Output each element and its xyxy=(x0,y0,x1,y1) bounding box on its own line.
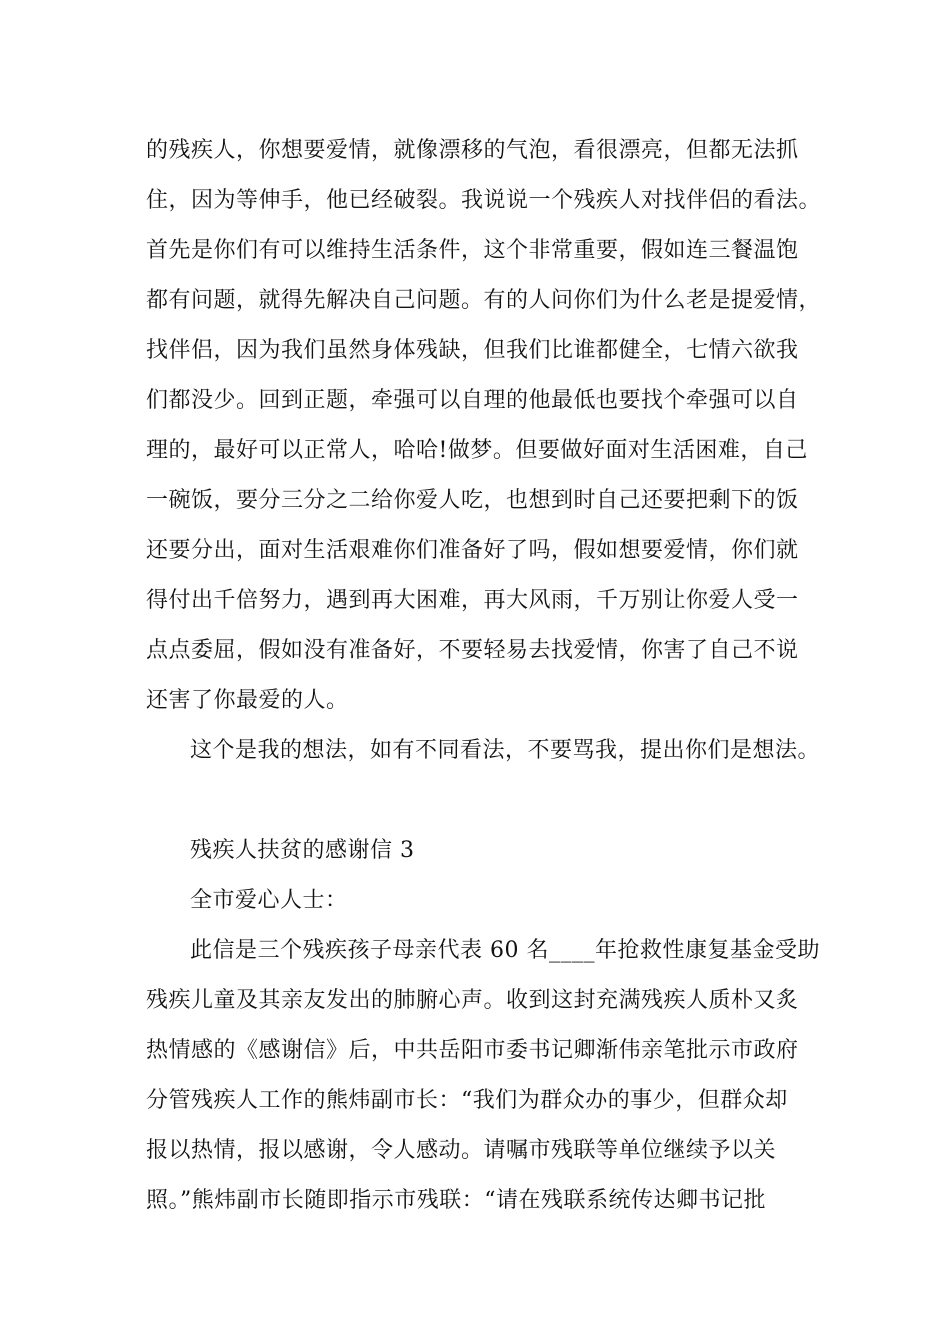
section-title: 残疾人扶贫的感谢信 3 xyxy=(190,838,415,863)
paragraph-line: 照。”熊炜副市长随即指示市残联：“请在残联系统传达卿书记批 xyxy=(146,1188,766,1213)
paragraph-line: 找伴侣，因为我们虽然身体残缺，但我们比谁都健全，七情六欲我 xyxy=(146,338,799,363)
paragraph-line: 还要分出，面对生活艰难你们准备好了吗，假如想要爱情，你们就 xyxy=(146,538,799,563)
paragraph-line: 首先是你们有可以维持生活条件，这个非常重要，假如连三餐温饱 xyxy=(146,238,799,263)
paragraph-line: 都有问题，就得先解决自己问题。有的人问你们为什么老是提爱情， xyxy=(146,288,822,313)
salutation: 全市爱心人士： xyxy=(190,888,348,913)
paragraph-line: 理的，最好可以正常人，哈哈!做梦。但要做好面对生活困难，自己 xyxy=(146,438,808,463)
paragraph-line: 分管残疾人工作的熊炜副市长：“我们为群众办的事少，但群众却 xyxy=(146,1088,788,1113)
paragraph-line: 热情感的《感谢信》后，中共岳阳市委书记卿渐伟亲笔批示市政府 xyxy=(146,1038,799,1063)
paragraph-line: 的残疾人，你想要爱情，就像漂移的气泡，看很漂亮，但都无法抓 xyxy=(146,138,799,163)
paragraph-line: 住，因为等伸手，他已经破裂。我说说一个残疾人对找伴侣的看法。 xyxy=(146,188,822,213)
paragraph-line: 报以热情，报以感谢，令人感动。请嘱市残联等单位继续予以关 xyxy=(146,1138,777,1163)
paragraph-line: 还害了你最爱的人。 xyxy=(146,688,349,713)
paragraph-line: 一碗饭，要分三分之二给你爱人吃，也想到时自己还要把剩下的饭 xyxy=(146,488,799,513)
closing-remark: 这个是我的想法，如有不同看法，不要骂我，提出你们是想法。 xyxy=(190,738,821,763)
paragraph-line: 点点委屈，假如没有准备好，不要轻易去找爱情，你害了自己不说 xyxy=(146,638,799,663)
paragraph-line: 此信是三个残疾孩子母亲代表 60 名____年抢救性康复基金受助 xyxy=(190,938,820,963)
paragraph-line: 残疾儿童及其亲友发出的肺腑心声。收到这封充满残疾人质朴又炙 xyxy=(146,988,799,1013)
paragraph-line: 得付出千倍努力，遇到再大困难，再大风雨，千万别让你爱人受一 xyxy=(146,588,799,613)
paragraph-line: 们都没少。回到正题，牵强可以自理的他最低也要找个牵强可以自 xyxy=(146,388,799,413)
